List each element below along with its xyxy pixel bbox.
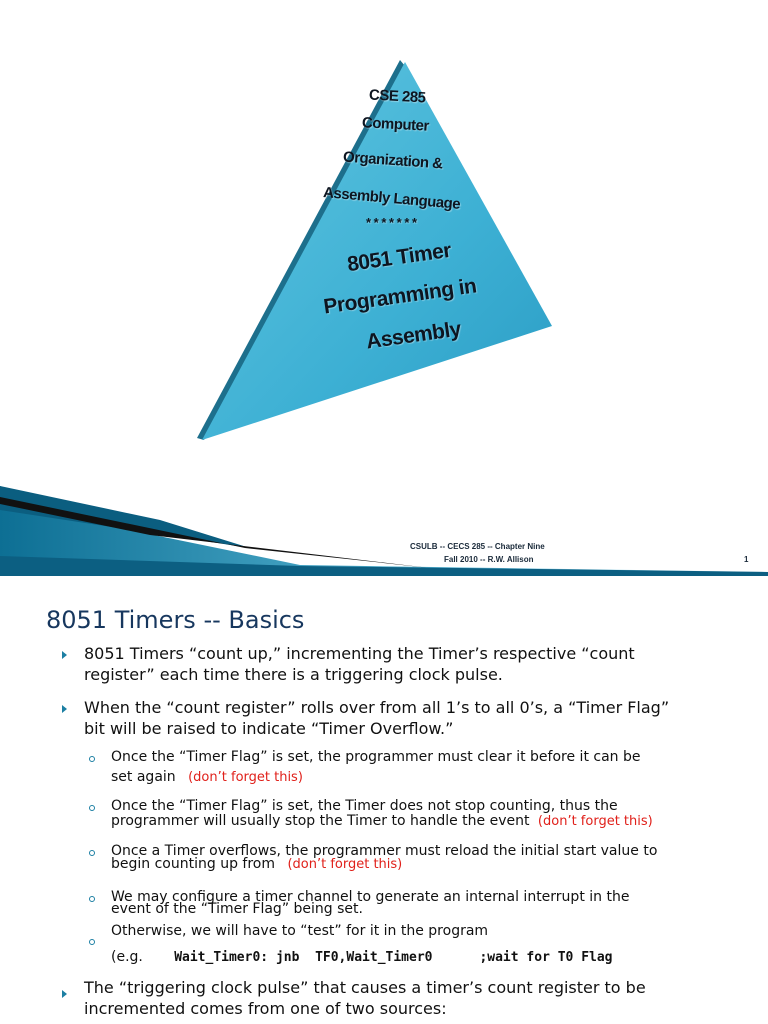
bullet-1-line-2: register” each time there is a triggering clock pulse. bbox=[84, 665, 503, 684]
sub-4-line-1: We may configure a timer channel to generate an internal interrupt in the bbox=[111, 889, 630, 905]
sub-bullet-icon bbox=[89, 896, 95, 902]
bullet-arrow-icon bbox=[62, 651, 67, 659]
sub-3-line-1: Once a Timer overflows, the programmer must reload the initial start value to bbox=[111, 843, 658, 859]
bullet-arrow-icon bbox=[62, 705, 67, 713]
bullet-3-line-1: The “triggering clock pulse” that causes a timer’s count register to be bbox=[84, 978, 646, 997]
pyramid-line-7: Programming in bbox=[322, 274, 478, 319]
sub-4-line-2: event of the “Timer Flag” being set. bbox=[111, 901, 363, 917]
code-prefix: (e.g. bbox=[111, 949, 143, 965]
code-example bbox=[111, 949, 613, 965]
page-number: 1 bbox=[744, 555, 749, 564]
sub-1-line-2 bbox=[111, 768, 303, 787]
sub-1-line-1: Once the “Timer Flag” is set, the programmer must clear it before it can be bbox=[111, 749, 641, 765]
pyramid-line-8: Assembly bbox=[364, 317, 463, 354]
sub-bullet-icon bbox=[89, 805, 95, 811]
sub-3-line-2 bbox=[111, 855, 402, 874]
bullet-3-line-2: incremented comes from one of two sources: bbox=[84, 999, 447, 1018]
footer-line-2: Fall 2010 -- R.W. Allison bbox=[444, 555, 534, 564]
sub-5-line-1: Otherwise, we will have to “test” for it in the program bbox=[111, 923, 489, 939]
sub-bullet-icon bbox=[89, 939, 95, 945]
sub-1-line-2-text: set again bbox=[111, 769, 176, 785]
pyramid-line-4: Assembly Language bbox=[322, 184, 461, 213]
pyramid-stars: * * * * * * * bbox=[366, 215, 417, 230]
pyramid-line-6: 8051 Timer bbox=[345, 238, 453, 277]
reminder-note: (don’t forget this) bbox=[287, 857, 403, 872]
pyramid-line-2: Computer bbox=[361, 114, 430, 135]
code-comment: ;wait for T0 Flag bbox=[479, 950, 613, 965]
bullet-2-line-1: When the “count register” rolls over from all 1’s to all 0’s, a “Timer Flag” bbox=[84, 698, 670, 717]
sub-2-line-2-text: programmer will usually stop the Timer to handle the event bbox=[111, 813, 530, 829]
sub-3-line-2-text: begin counting up from bbox=[111, 856, 275, 872]
sub-2-line-2 bbox=[111, 812, 653, 831]
code-operands: TF0,Wait_Timer0 bbox=[315, 950, 433, 965]
bullet-arrow-icon bbox=[62, 990, 67, 998]
code-label: Wait_Timer0: bbox=[174, 950, 269, 965]
sub-bullet-icon bbox=[89, 850, 95, 856]
pyramid-line-3: Organization & bbox=[342, 148, 444, 173]
code-instruction: jnb bbox=[275, 950, 300, 965]
pyramid-line-1: CSE 285 bbox=[368, 86, 426, 107]
bullet-1-line-1: 8051 Timers “count up,” incrementing the Timer’s respective “count bbox=[84, 644, 635, 663]
footer-line-1: CSULB -- CECS 285 -- Chapter Nine bbox=[410, 542, 545, 551]
sub-bullet-icon bbox=[89, 756, 95, 762]
sub-2-line-1: Once the “Timer Flag” is set, the Timer does not stop counting, thus the bbox=[111, 798, 618, 814]
reminder-note: (don’t forget this) bbox=[188, 770, 303, 785]
bullet-2-line-2: bit will be raised to indicate “Timer Overflow.” bbox=[84, 719, 454, 738]
content-slide bbox=[0, 576, 768, 1024]
reminder-note: (don’t forget this) bbox=[537, 814, 653, 829]
slide-title: 8051 Timers -- Basics bbox=[46, 606, 305, 634]
